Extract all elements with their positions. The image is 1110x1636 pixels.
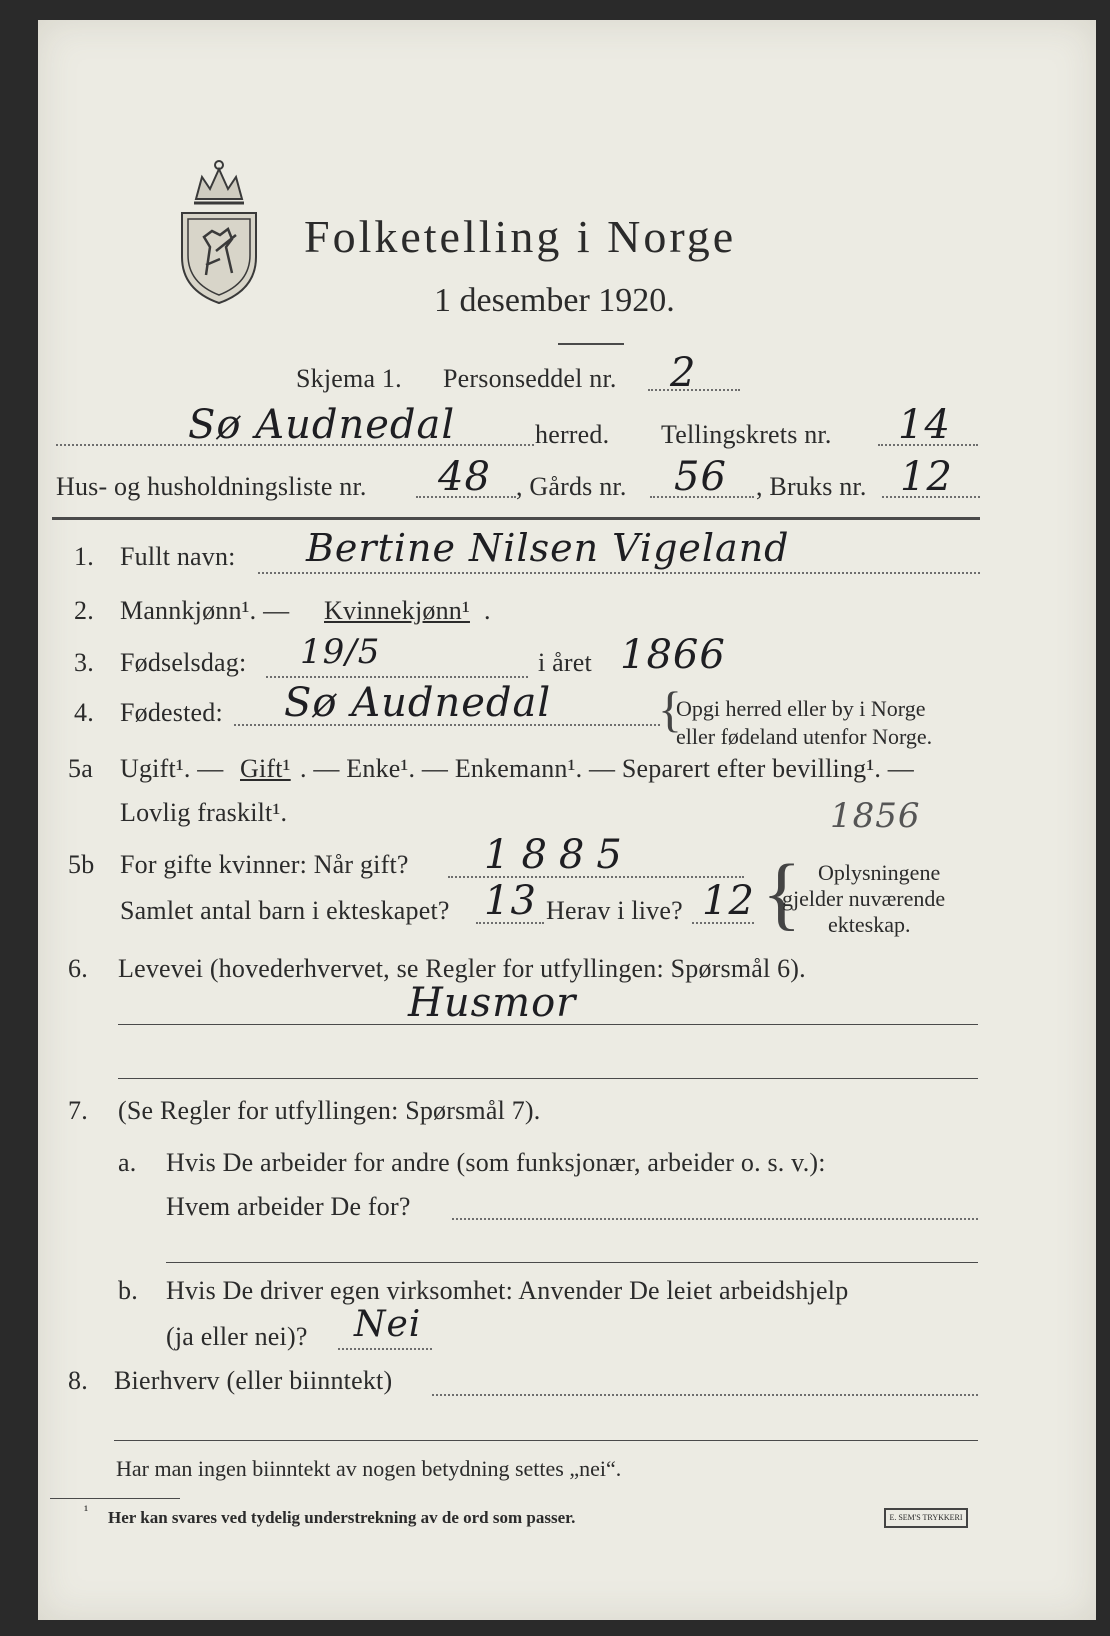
footnote-mark: ¹ bbox=[84, 1504, 89, 1519]
skjema-label: Skjema 1. bbox=[296, 364, 402, 393]
q6-value: Husmor bbox=[408, 980, 577, 1026]
q2-option-kvinnekjonn: Kvinnekjønn¹ bbox=[324, 596, 470, 625]
q6-label: Levevei (hovederhvervet, se Regler for utfyllingen: Spørsmål 6). bbox=[118, 954, 806, 983]
q7a-answer-line2 bbox=[166, 1262, 978, 1263]
q7a-answer-line bbox=[452, 1218, 978, 1220]
q1-value: Bertine Nilsen Vigeland bbox=[306, 526, 790, 570]
q5a-option-ugift: Ugift¹. — bbox=[120, 754, 224, 783]
q7b-answer-line bbox=[338, 1348, 432, 1350]
footnote-text: Her kan svares ved tydelig understrekning av de ord som passer. bbox=[108, 1508, 576, 1527]
q5b-nar-gift-value: 1885 bbox=[484, 832, 634, 878]
q7a-letter: a. bbox=[118, 1148, 137, 1177]
q3-value: 19/5 bbox=[300, 632, 381, 672]
q4-brace: { bbox=[658, 681, 682, 737]
census-form-page bbox=[38, 20, 1096, 1620]
q3-line bbox=[266, 676, 528, 678]
q8-answer-line2 bbox=[114, 1440, 978, 1441]
q5b-antal-barn-value: 13 bbox=[484, 878, 537, 924]
bruks-label: , Bruks nr. bbox=[756, 472, 867, 501]
q7b-value: Nei bbox=[354, 1304, 422, 1345]
q5b-brace: { bbox=[762, 847, 802, 938]
q7-number: 7. bbox=[68, 1096, 88, 1125]
husholdningsliste-label: Hus- og husholdningsliste nr. bbox=[56, 472, 367, 501]
q8-number: 8. bbox=[68, 1366, 88, 1395]
q8-answer-line bbox=[432, 1394, 978, 1396]
q5b-number: 5b bbox=[68, 850, 95, 879]
q3-label: Fødselsdag: bbox=[120, 648, 247, 677]
q4-note-line1: Opgi herred eller by i Norge bbox=[676, 696, 926, 721]
q1-number: 1. bbox=[74, 542, 94, 571]
q3-year-label: i året bbox=[538, 648, 592, 677]
q6-line2 bbox=[118, 1078, 978, 1079]
q1-line bbox=[258, 572, 980, 574]
q2-period: . bbox=[484, 596, 491, 625]
q2-option-mannkjonn: Mannkjønn¹. — bbox=[120, 596, 290, 625]
footnote-rule bbox=[50, 1498, 180, 1499]
husholdningsliste-value: 48 bbox=[438, 454, 491, 500]
title-divider bbox=[558, 343, 624, 345]
q5b-note-line1: Oplysningene bbox=[818, 860, 941, 885]
q4-value: Sø Audnedal bbox=[284, 680, 552, 726]
q5b-i-live-label: Herav i live? bbox=[546, 896, 683, 925]
q5b-note-line2: gjelder nuværende bbox=[782, 886, 946, 911]
q5b-nar-gift-label: For gifte kvinner: Når gift? bbox=[120, 850, 409, 879]
q6-number: 6. bbox=[68, 954, 88, 983]
gards-label: , Gårds nr. bbox=[516, 472, 627, 501]
q3-year-value: 1866 bbox=[620, 632, 726, 678]
q5a-options-rest: . — Enke¹. — Enkemann¹. — Separert efter bevilling¹. — bbox=[300, 754, 914, 783]
herred-label: herred. bbox=[535, 420, 610, 449]
q5a-option-fraskilt: Lovlig fraskilt¹. bbox=[120, 798, 288, 827]
census-date: 1 desember 1920. bbox=[434, 282, 675, 319]
q1-label: Fullt navn: bbox=[120, 542, 236, 571]
q7-label: (Se Regler for utfyllingen: Spørsmål 7). bbox=[118, 1096, 541, 1125]
herred-value: Sø Audnedal bbox=[188, 402, 456, 448]
q2-number: 2. bbox=[74, 596, 94, 625]
q5a-margin-note: 1856 bbox=[830, 796, 921, 836]
q8-label: Bierhverv (eller biinntekt) bbox=[114, 1366, 393, 1395]
bruks-value: 12 bbox=[900, 454, 953, 500]
q5a-number: 5a bbox=[68, 754, 93, 783]
coat-of-arms-icon bbox=[176, 155, 262, 307]
q7b-line2: (ja eller nei)? bbox=[166, 1322, 308, 1351]
q5a-option-gift: Gift¹ bbox=[240, 754, 291, 783]
q5b-antal-barn-label: Samlet antal barn i ekteskapet? bbox=[120, 896, 450, 925]
form-title: Folketelling i Norge bbox=[304, 211, 737, 262]
q7b-line1: Hvis De driver egen virksomhet: Anvender De leiet arbeidshjelp bbox=[166, 1276, 849, 1305]
q7a-line1: Hvis De arbeider for andre (som funksjonær, arbeider o. s. v.): bbox=[166, 1148, 826, 1177]
q4-note-line2: eller fødeland utenfor Norge. bbox=[676, 724, 933, 749]
printer-stamp: E. SEM'S TRYKKERI bbox=[884, 1508, 968, 1528]
bleed-through-text bbox=[388, 100, 393, 123]
q7a-line2: Hvem arbeider De for? bbox=[166, 1192, 411, 1221]
footer-note: Har man ingen biinntekt av nogen betydning settes „nei“. bbox=[116, 1456, 622, 1481]
gards-value: 56 bbox=[674, 454, 727, 500]
personseddel-value: 2 bbox=[670, 350, 697, 396]
personseddel-label: Personseddel nr. bbox=[443, 364, 617, 393]
q5b-i-live-value: 12 bbox=[702, 878, 755, 924]
tellingskrets-label: Tellingskrets nr. bbox=[661, 420, 832, 449]
q5b-note-line3: ekteskap. bbox=[828, 912, 911, 937]
q4-number: 4. bbox=[74, 698, 94, 727]
header-separator bbox=[52, 517, 980, 520]
q3-number: 3. bbox=[74, 648, 94, 677]
q4-label: Fødested: bbox=[120, 698, 223, 727]
q7b-letter: b. bbox=[118, 1276, 138, 1305]
tellingskrets-value: 14 bbox=[898, 402, 951, 448]
